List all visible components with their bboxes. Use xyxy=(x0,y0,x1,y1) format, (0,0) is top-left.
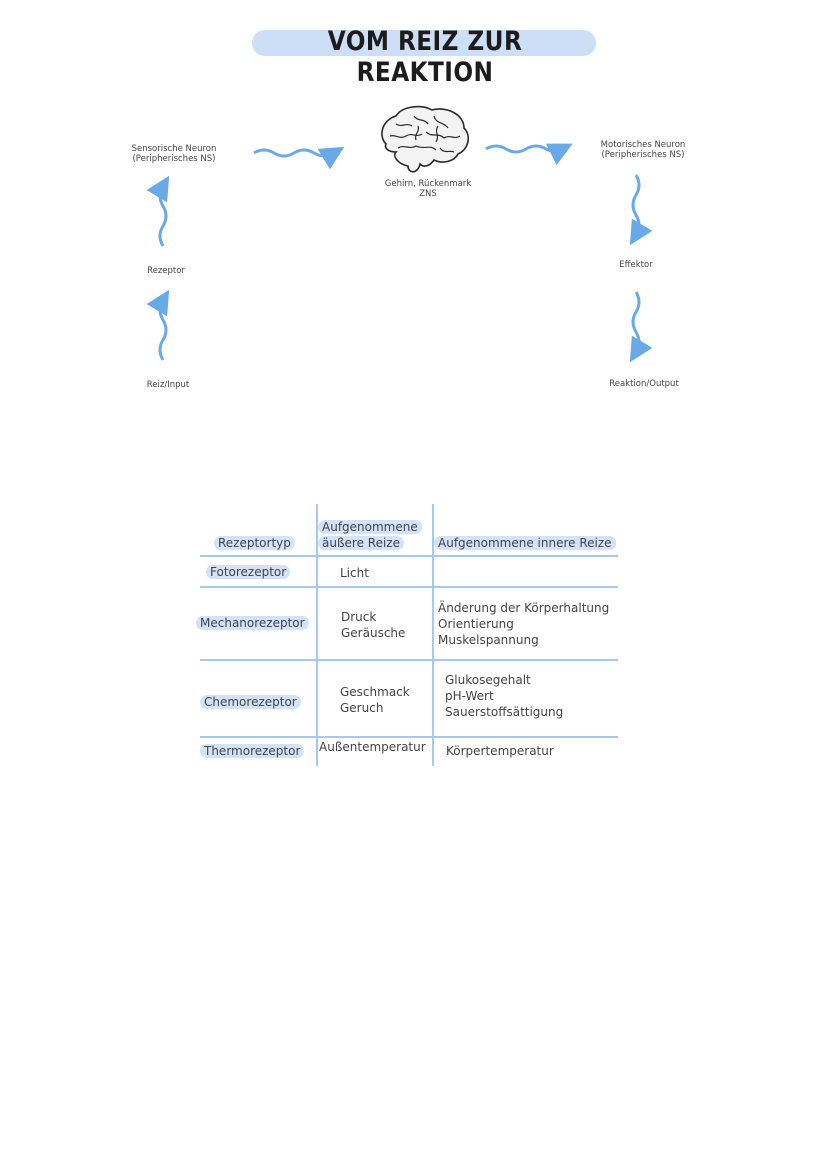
row-mechanorezeptor-type: Mechanorezeptor xyxy=(196,616,309,630)
motor-neuron-title: Motorisches Neuron xyxy=(600,140,686,150)
row-mechanorezeptor-external-2: Geräusche xyxy=(341,626,406,640)
sensory-neuron-subtitle: (Peripherisches NS) xyxy=(132,154,216,164)
sensory-neuron-label xyxy=(110,144,238,164)
brain-subtitle: ZNS xyxy=(419,189,437,199)
row-fotorezeptor-external-1: Licht xyxy=(340,566,369,580)
header-external xyxy=(318,519,422,551)
table-row-internal xyxy=(438,600,609,648)
brain-label xyxy=(364,179,492,199)
table-row-type xyxy=(206,564,290,580)
brain-title: Gehirn, Rückenmark xyxy=(384,179,472,189)
header-external-line1: Aufgenommene xyxy=(318,520,422,534)
table-row-internal xyxy=(446,743,554,759)
reaction-label: Reaktion/Output xyxy=(609,379,679,389)
row-chemorezeptor-internal-3: Sauerstoffsättigung xyxy=(445,705,564,719)
table-row-external xyxy=(341,609,405,641)
arrow-receptor-to-sensory xyxy=(160,186,166,246)
row-mechanorezeptor-external-1: Druck xyxy=(341,610,377,624)
table-hline-2 xyxy=(200,586,618,588)
row-chemorezeptor-external-1: Geschmack xyxy=(340,685,410,699)
table-row-type xyxy=(196,615,309,631)
header-type xyxy=(214,535,295,551)
motor-neuron-subtitle: (Peripherisches NS) xyxy=(601,150,685,160)
brain-icon xyxy=(374,104,474,174)
row-mechanorezeptor-internal-1: Änderung der Körperhaltung xyxy=(438,601,610,615)
row-chemorezeptor-external-2: Geruch xyxy=(340,701,384,715)
table-row-external xyxy=(319,739,426,755)
table-hline-3 xyxy=(200,659,618,661)
arrow-stimulus-to-receptor xyxy=(160,300,166,360)
header-type-text: Rezeptortyp xyxy=(214,536,295,550)
table-hline-4 xyxy=(200,736,618,738)
header-external-line2: äußere Reize xyxy=(318,536,404,550)
row-thermorezeptor-internal-1: Körpertemperatur xyxy=(446,744,554,758)
page-title: VOM REIZ ZUR REAKTION xyxy=(327,26,523,88)
effector-label: Effektor xyxy=(619,260,653,270)
arrow-motor-to-effector xyxy=(633,175,639,235)
row-thermorezeptor-external-1: Außentemperatur xyxy=(319,740,426,754)
row-mechanorezeptor-internal-2: Orientierung xyxy=(438,617,514,631)
header-internal-text: Aufgenommene innere Reize xyxy=(434,536,616,550)
table-row-external xyxy=(340,684,410,716)
table-row-type xyxy=(200,743,304,759)
diagram-arrows xyxy=(0,0,828,420)
row-fotorezeptor-type: Fotorezeptor xyxy=(206,565,290,579)
table-hline-1 xyxy=(200,555,618,557)
row-chemorezeptor-internal-2: pH-Wert xyxy=(445,689,494,703)
motor-neuron-label xyxy=(578,140,708,160)
receptor-label: Rezeptor xyxy=(147,266,185,276)
row-mechanorezeptor-internal-3: Muskelspannung xyxy=(438,633,539,647)
table-row-internal xyxy=(445,672,563,720)
stimulus-label: Reiz/Input xyxy=(146,380,190,390)
row-chemorezeptor-type: Chemorezeptor xyxy=(200,695,301,709)
header-internal xyxy=(434,535,616,551)
arrow-sensory-to-brain xyxy=(254,150,334,156)
row-chemorezeptor-internal-1: Glukosegehalt xyxy=(445,673,531,687)
table-row-type xyxy=(200,694,301,710)
arrow-brain-to-motor xyxy=(486,146,562,152)
sensory-neuron-title: Sensorische Neuron xyxy=(131,144,217,154)
table-row-external xyxy=(340,565,369,581)
row-thermorezeptor-type: Thermorezeptor xyxy=(200,744,304,758)
arrow-effector-to-reaction xyxy=(633,292,639,352)
